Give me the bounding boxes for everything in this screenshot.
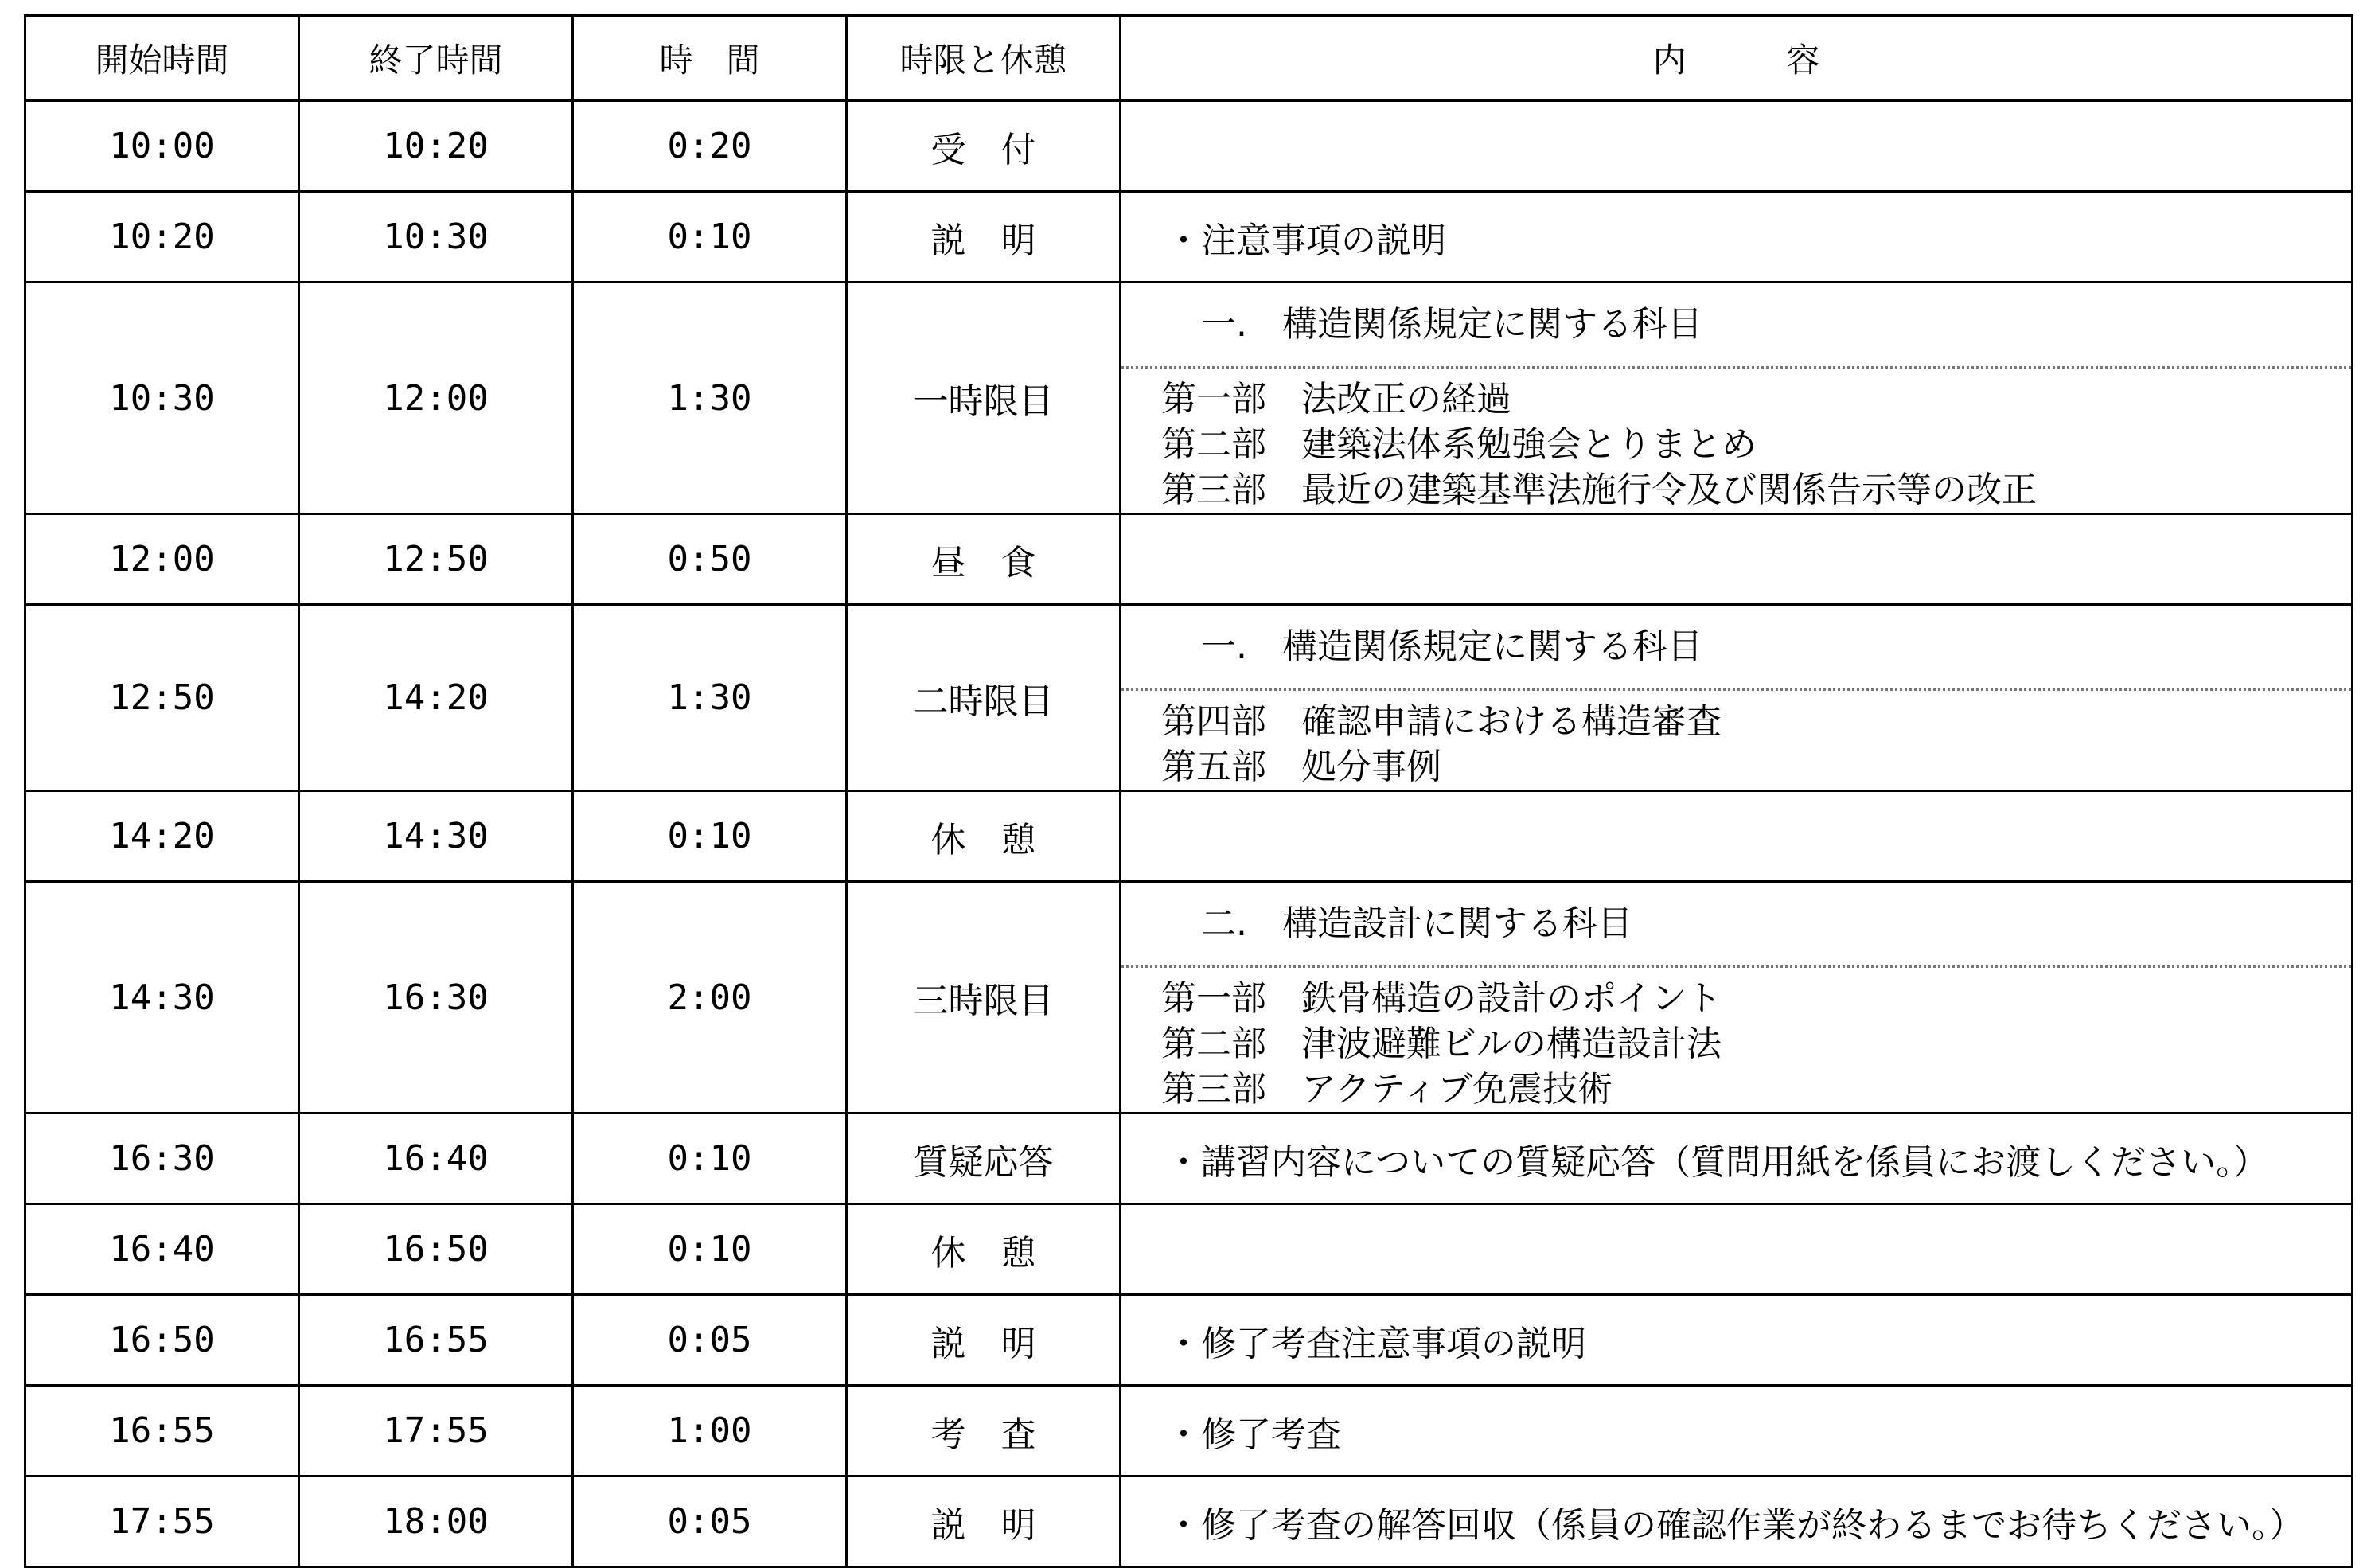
table-row: [25, 1114, 2353, 1204]
table-row: [25, 1204, 2353, 1295]
period-label: 昼 食: [847, 514, 1121, 605]
header-start-time: 開始時間: [25, 16, 299, 101]
start-time: 10:00: [25, 101, 299, 192]
end-time: 10:20: [299, 101, 573, 192]
header-period: 時限と休憩: [847, 16, 1121, 101]
content-cell: [1121, 882, 2353, 1114]
start-time: 16:55: [25, 1386, 299, 1476]
period-label: 考 査: [847, 1386, 1121, 1476]
start-time: 14:30: [25, 882, 299, 1114]
duration: 2:00: [573, 882, 847, 1114]
end-time: 18:00: [299, 1476, 573, 1567]
parts-list: [1121, 369, 2351, 513]
part-item: 第三部 アクティブ免震技術: [1161, 1069, 1613, 1110]
part-item: 第二部 津波避難ビルの構造設計法: [1161, 1024, 1722, 1064]
start-time: 16:40: [25, 1204, 299, 1295]
period-label: 説 明: [847, 1476, 1121, 1567]
table-row: [25, 514, 2353, 605]
subject-title: 一. 構造関係規定に関する科目: [1121, 283, 2351, 369]
table-row: [25, 882, 2353, 1114]
content-cell: [1121, 791, 2353, 882]
content-text: ・修了考査注意事項の説明: [1166, 1323, 1586, 1364]
period-label: 一時限目: [847, 283, 1121, 514]
content-cell: [1121, 1476, 2353, 1567]
end-time: 16:50: [299, 1204, 573, 1295]
parts-list: [1121, 968, 2351, 1112]
duration: 1:30: [573, 605, 847, 791]
end-time: 16:55: [299, 1295, 573, 1386]
duration: 0:05: [573, 1476, 847, 1567]
content-cell: [1121, 1114, 2353, 1204]
start-time: 16:30: [25, 1114, 299, 1204]
table-row: [25, 605, 2353, 791]
period-label: 休 憩: [847, 791, 1121, 882]
part-item: 第一部 鉄骨構造の設計のポイント: [1161, 978, 1722, 1019]
start-time: 17:55: [25, 1476, 299, 1567]
duration: 0:10: [573, 192, 847, 283]
content-cell: [1121, 1386, 2353, 1476]
start-time: 12:00: [25, 514, 299, 605]
duration: 0:10: [573, 791, 847, 882]
end-time: 12:50: [299, 514, 573, 605]
end-time: 16:30: [299, 882, 573, 1114]
start-time: 12:50: [25, 605, 299, 791]
start-time: 14:20: [25, 791, 299, 882]
start-time: 10:30: [25, 283, 299, 514]
subject-title: 二. 構造設計に関する科目: [1121, 883, 2351, 968]
part-item: 第一部 法改正の経過: [1161, 379, 1511, 419]
end-time: 12:00: [299, 283, 573, 514]
parts-list: [1121, 691, 2351, 790]
period-label: 二時限目: [847, 605, 1121, 791]
start-time: 16:50: [25, 1295, 299, 1386]
header-duration: 時 間: [573, 16, 847, 101]
table-row: [25, 1476, 2353, 1567]
content-text: ・注意事項の説明: [1166, 220, 1446, 261]
table-row: [25, 283, 2353, 514]
end-time: 10:30: [299, 192, 573, 283]
table-row: [25, 101, 2353, 192]
content-text: ・講習内容についての質疑応答（質問用紙を係員にお渡しください。）: [1166, 1141, 2269, 1183]
period-label: 説 明: [847, 1295, 1121, 1386]
header-row: [25, 16, 2353, 101]
schedule-table: [24, 14, 2353, 1568]
table-row: [25, 791, 2353, 882]
duration: 0:10: [573, 1114, 847, 1204]
duration: 0:05: [573, 1295, 847, 1386]
end-time: 14:30: [299, 791, 573, 882]
period-label: 休 憩: [847, 1204, 1121, 1295]
table-row: [25, 1386, 2353, 1476]
period-label: 受 付: [847, 101, 1121, 192]
content-cell: [1121, 1204, 2353, 1295]
content-cell: [1121, 283, 2353, 514]
content-text: ・修了考査の解答回収（係員の確認作業が終わるまでお待ちください。）: [1166, 1504, 2304, 1546]
content-cell: [1121, 1295, 2353, 1386]
duration: 1:00: [573, 1386, 847, 1476]
end-time: 14:20: [299, 605, 573, 791]
header-end-time: 終了時間: [299, 16, 573, 101]
part-item: 第五部 処分事例: [1161, 747, 1441, 787]
content-cell: [1121, 192, 2353, 283]
part-item: 第三部 最近の建築基準法施行令及び関係告示等の改正: [1161, 470, 2037, 510]
subject-title: 一. 構造関係規定に関する科目: [1121, 606, 2351, 691]
content-text: ・修了考査: [1166, 1414, 1341, 1455]
period-label: 三時限目: [847, 882, 1121, 1114]
content-cell: [1121, 101, 2353, 192]
header-content: 内 容: [1121, 16, 2353, 101]
duration: 0:50: [573, 514, 847, 605]
part-item: 第二部 建築法体系勉強会とりまとめ: [1161, 424, 1757, 465]
duration: 0:20: [573, 101, 847, 192]
table-row: [25, 192, 2353, 283]
end-time: 16:40: [299, 1114, 573, 1204]
duration: 0:10: [573, 1204, 847, 1295]
duration: 1:30: [573, 283, 847, 514]
start-time: 10:20: [25, 192, 299, 283]
content-cell: [1121, 605, 2353, 791]
part-item: 第四部 確認申請における構造審査: [1161, 701, 1722, 742]
period-label: 説 明: [847, 192, 1121, 283]
period-label: 質疑応答: [847, 1114, 1121, 1204]
table-row: [25, 1295, 2353, 1386]
content-cell: [1121, 514, 2353, 605]
end-time: 17:55: [299, 1386, 573, 1476]
